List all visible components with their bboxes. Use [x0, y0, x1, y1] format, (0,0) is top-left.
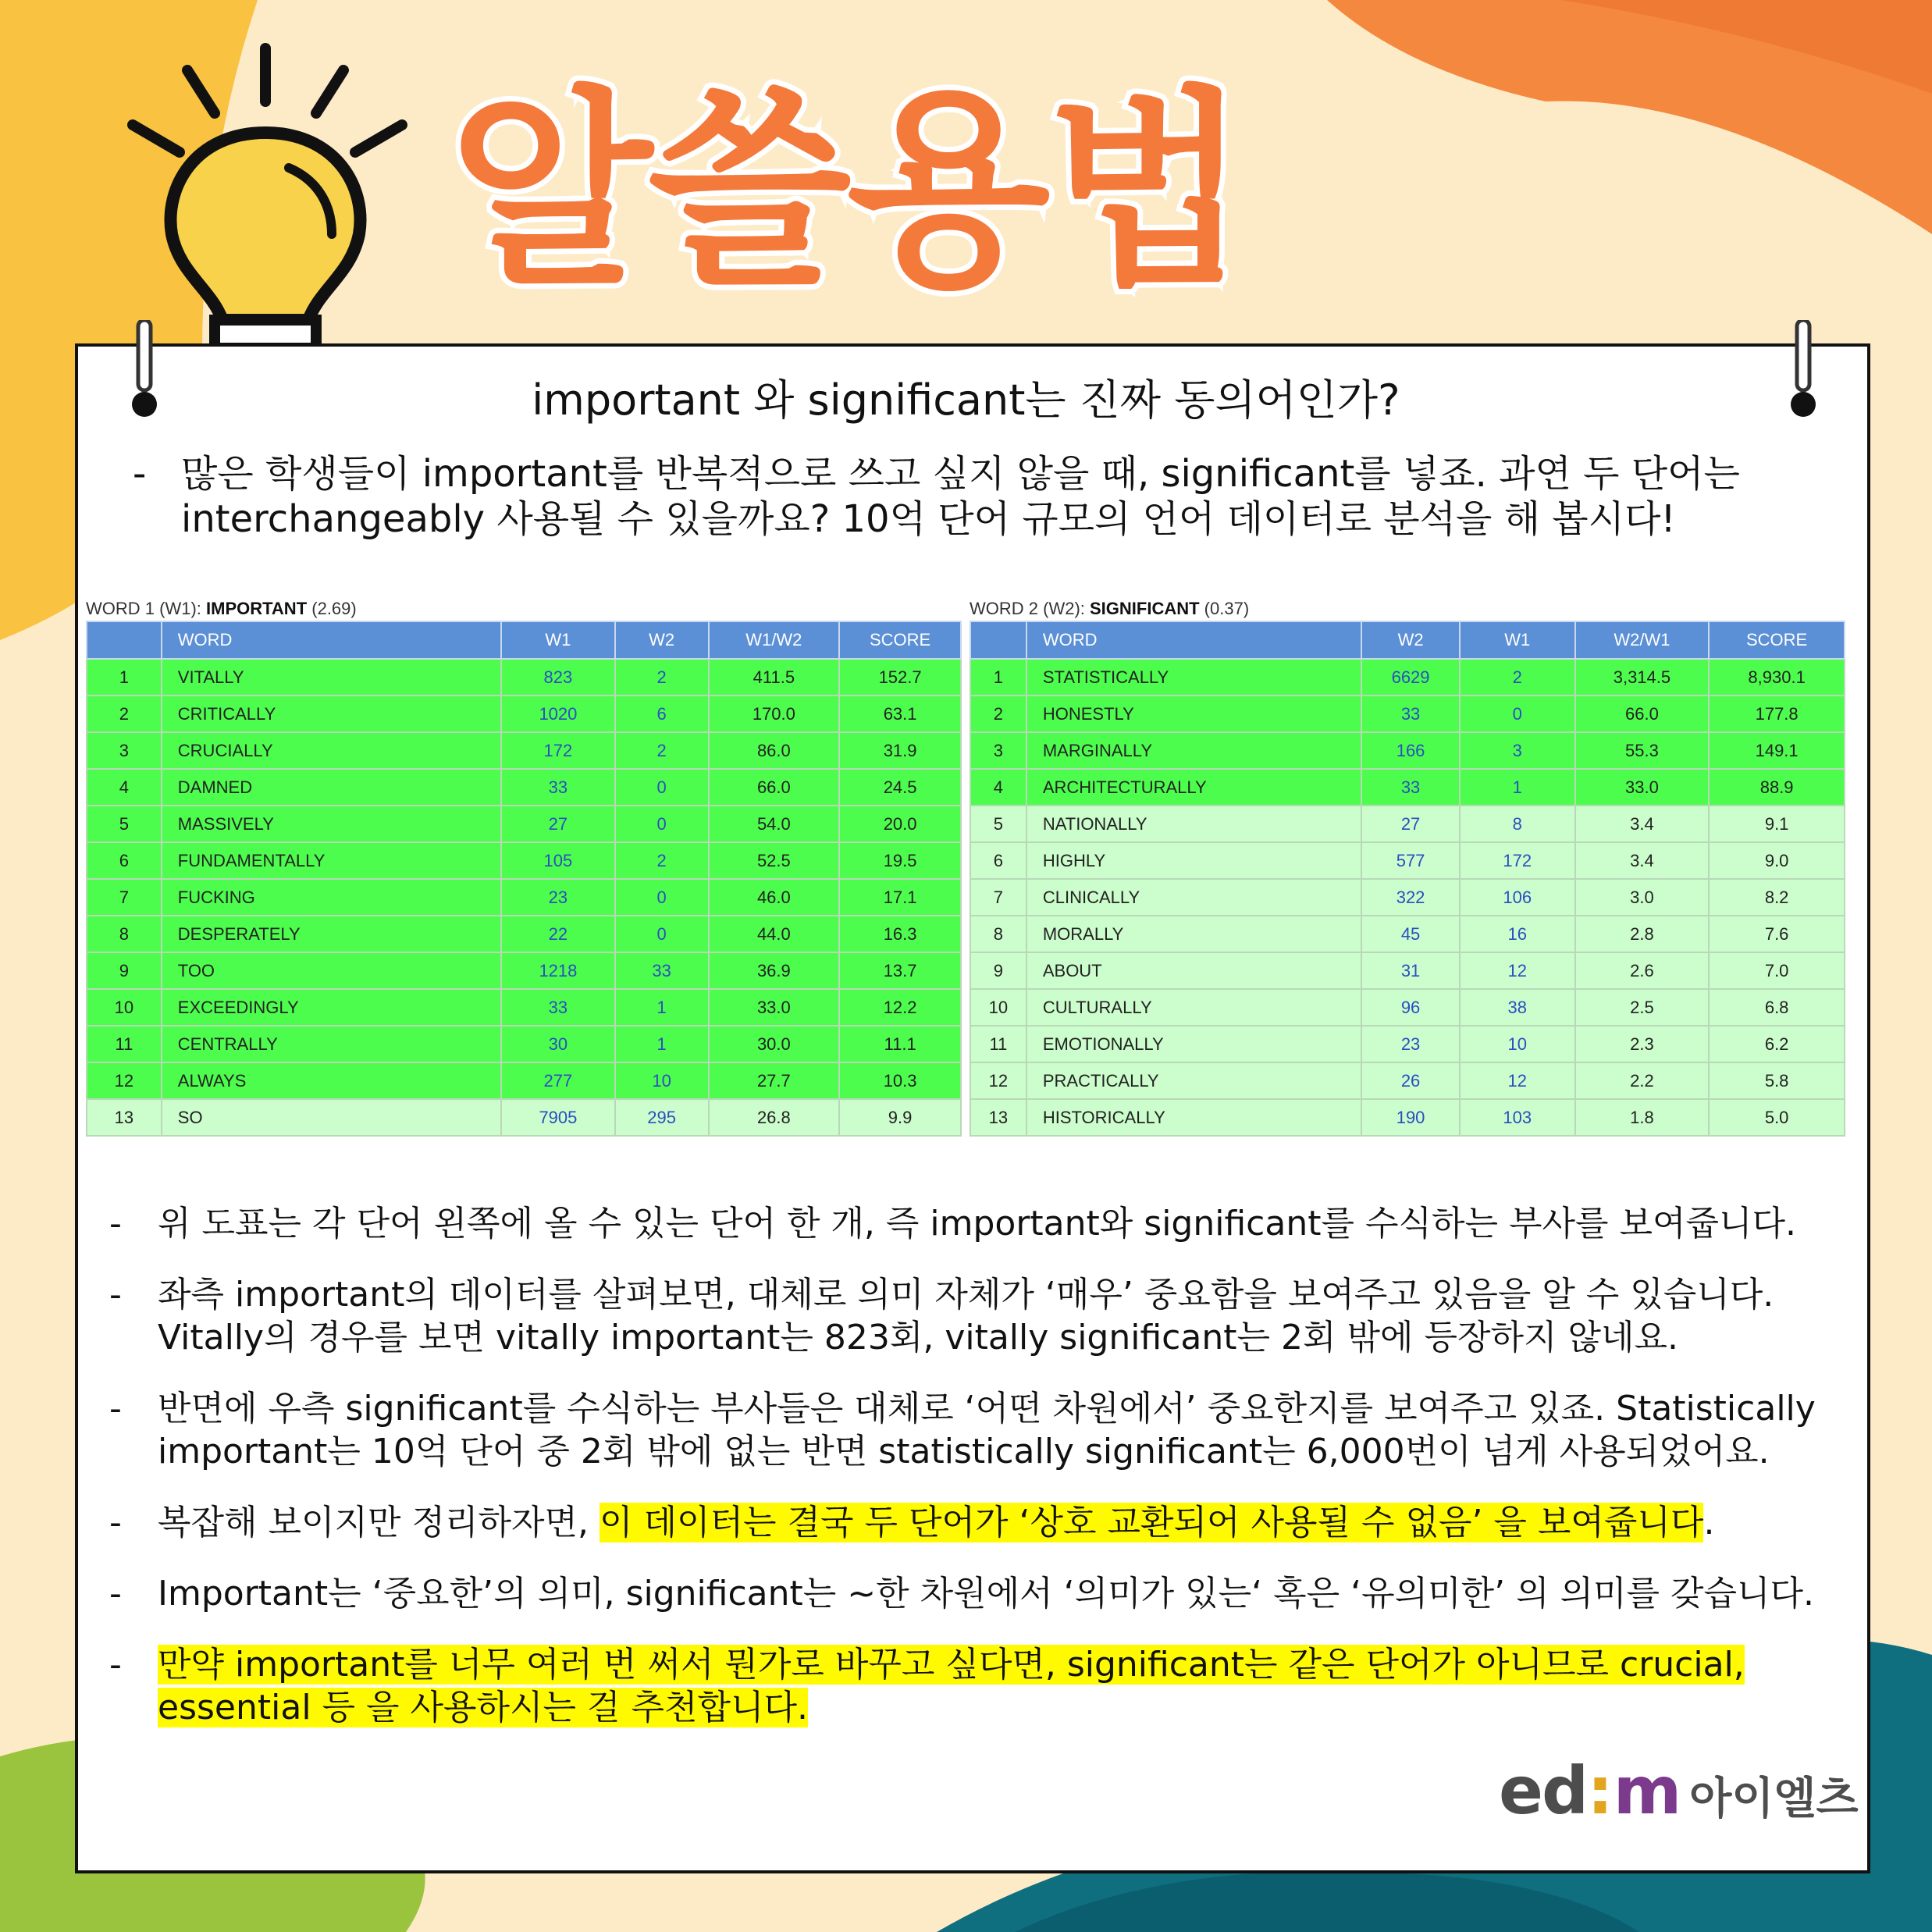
- table-cell: 411.5: [709, 659, 840, 696]
- table-cell: 106: [1460, 879, 1575, 916]
- table-cell: 3,314.5: [1575, 659, 1710, 696]
- table-cell: 46.0: [709, 879, 840, 916]
- table-cell: 26.8: [709, 1099, 840, 1136]
- table-cell: 66.0: [709, 769, 840, 806]
- table-cell: 322: [1361, 879, 1460, 916]
- list-item: [109, 1387, 1842, 1473]
- table-cell: 5.0: [1709, 1099, 1845, 1136]
- highlighted-text: 만약 important를 너무 여러 번 써서 뭔가로 바꾸고 싶다면, significant는 같은 단어가 아니므로 crucial, essential 등 을 사용하시는 걸 추천합니다.: [158, 1645, 1745, 1727]
- intro-paragraph: [133, 451, 1811, 542]
- table-row: [87, 952, 961, 989]
- table-cell: 31: [1361, 952, 1460, 989]
- bullet-dash: -: [133, 452, 147, 496]
- table-cell: 190: [1361, 1099, 1460, 1136]
- column-header: W1: [1460, 621, 1575, 659]
- table-cell: 10.3: [839, 1062, 961, 1099]
- table-cell: PRACTICALLY: [1026, 1062, 1361, 1099]
- table-cell: 0: [1460, 696, 1575, 732]
- left-table: [86, 621, 962, 1137]
- table-cell: 8: [1460, 806, 1575, 842]
- table-row: [970, 842, 1845, 879]
- table-cell: 152.7: [839, 659, 961, 696]
- bullet-dash: -: [109, 1275, 122, 1315]
- page-title: 알쓸용법: [449, 68, 1245, 314]
- table-row: [970, 806, 1845, 842]
- table-cell: 12: [970, 1062, 1026, 1099]
- table-cell: 7.0: [1709, 952, 1845, 989]
- table-cell: 1218: [501, 952, 615, 989]
- table-cell: CLINICALLY: [1026, 879, 1361, 916]
- table-row: [970, 659, 1845, 696]
- table-cell: 11: [970, 1026, 1026, 1062]
- list-item: [109, 1643, 1842, 1729]
- table-cell: 44.0: [709, 916, 840, 952]
- bullet-text: [158, 1501, 1842, 1544]
- table-cell: 295: [615, 1099, 709, 1136]
- bullet-dash: -: [109, 1389, 122, 1429]
- table-cell: ALWAYS: [162, 1062, 501, 1099]
- table-cell: EXCEEDINGLY: [162, 989, 501, 1026]
- table-cell: 0: [615, 769, 709, 806]
- table-cell: 4: [970, 769, 1026, 806]
- table-cell: 33.0: [1575, 769, 1710, 806]
- column-header: SCORE: [839, 621, 961, 659]
- table-cell: 103: [1460, 1099, 1575, 1136]
- brand-logo: [1499, 1752, 1859, 1829]
- list-item: [109, 1501, 1842, 1544]
- table-cell: 33: [501, 989, 615, 1026]
- table-cell: 96: [1361, 989, 1460, 1026]
- table-row: [87, 1026, 961, 1062]
- table-cell: 5.8: [1709, 1062, 1845, 1099]
- table-cell: 27: [1361, 806, 1460, 842]
- table-cell: ABOUT: [1026, 952, 1361, 989]
- table-row: [87, 1062, 961, 1099]
- caption-prefix: WORD 2 (W2):: [970, 599, 1090, 618]
- table-cell: SO: [162, 1099, 501, 1136]
- caption-suffix: (2.69): [307, 599, 357, 618]
- caption-word: SIGNIFICANT: [1090, 599, 1200, 618]
- logo-m: m: [1613, 1752, 1682, 1829]
- table-cell: 1: [615, 1026, 709, 1062]
- bullet-text-pre: 복잡해 보이지만 정리하자면,: [158, 1503, 600, 1542]
- table-cell: 6: [970, 842, 1026, 879]
- table-row: [970, 1099, 1845, 1136]
- table-cell: 88.9: [1709, 769, 1845, 806]
- bullet-dash: -: [109, 1204, 122, 1244]
- table-cell: 9: [87, 952, 162, 989]
- bullet-dash: -: [109, 1503, 122, 1542]
- table-cell: 2.3: [1575, 1026, 1710, 1062]
- table-row: [87, 916, 961, 952]
- caption-word: IMPORTANT: [206, 599, 308, 618]
- table-cell: 172: [501, 732, 615, 769]
- table-cell: 10: [615, 1062, 709, 1099]
- table-cell: 5: [970, 806, 1026, 842]
- column-header: W1: [501, 621, 615, 659]
- table-cell: 2: [615, 659, 709, 696]
- right-table-caption: [970, 597, 1845, 621]
- table-cell: 9.9: [839, 1099, 961, 1136]
- table-cell: VITALLY: [162, 659, 501, 696]
- bullet-text: 반면에 우측 significant를 수식하는 부사들은 대체로 ‘어떤 차원에서’ 중요한지를 보여주고 있죠. Statistically important는 10억 단어 중 2회 밖에 없는 반면 statistically significant는 6,000번이 넘게 사용되었어요.: [158, 1389, 1816, 1471]
- column-header: [970, 621, 1026, 659]
- table-cell: STATISTICALLY: [1026, 659, 1361, 696]
- table-cell: 8,930.1: [1709, 659, 1845, 696]
- table-cell: 1: [970, 659, 1026, 696]
- caption-prefix: WORD 1 (W1):: [86, 599, 206, 618]
- table-cell: 2: [970, 696, 1026, 732]
- right-collocation-table: [970, 597, 1845, 1137]
- table-cell: 3.0: [1575, 879, 1710, 916]
- table-cell: 7.6: [1709, 916, 1845, 952]
- table-cell: 33: [1361, 696, 1460, 732]
- table-row: [970, 879, 1845, 916]
- table-cell: 277: [501, 1062, 615, 1099]
- table-cell: 8.2: [1709, 879, 1845, 916]
- table-row: [87, 879, 961, 916]
- table-row: [970, 1026, 1845, 1062]
- list-item: [109, 1202, 1842, 1245]
- table-cell: 2: [1460, 659, 1575, 696]
- table-cell: 13: [970, 1099, 1026, 1136]
- right-table: [970, 621, 1845, 1137]
- table-cell: 3: [1460, 732, 1575, 769]
- table-cell: 577: [1361, 842, 1460, 879]
- table-cell: 30.0: [709, 1026, 840, 1062]
- table-cell: HIGHLY: [1026, 842, 1361, 879]
- column-header: WORD: [1026, 621, 1361, 659]
- table-cell: 12: [1460, 1062, 1575, 1099]
- table-cell: CULTURALLY: [1026, 989, 1361, 1026]
- intro-text: 많은 학생들이 important를 반복적으로 쓰고 싶지 않을 때, significant를 넣죠. 과연 두 단어는 interchangeably 사용될 수 있을까요? 10억 단어 규모의 언어 데이터로 분석을 해 봅시다!: [181, 452, 1740, 541]
- table-cell: TOO: [162, 952, 501, 989]
- bullet-text: 위 도표는 각 단어 왼쪽에 올 수 있는 단어 한 개, 즉 important와 significant를 수식하는 부사를 보여줍니다.: [158, 1204, 1796, 1244]
- logo-ed: ed: [1499, 1752, 1588, 1829]
- table-cell: 16.3: [839, 916, 961, 952]
- table-cell: 8: [87, 916, 162, 952]
- bullet-dash: -: [109, 1574, 122, 1614]
- table-row: [970, 769, 1845, 806]
- column-header: SCORE: [1709, 621, 1845, 659]
- table-cell: 12.2: [839, 989, 961, 1026]
- table-cell: 13.7: [839, 952, 961, 989]
- table-cell: MARGINALLY: [1026, 732, 1361, 769]
- table-row: [87, 659, 961, 696]
- bullet-text: Important는 ‘중요한’의 의미, significant는 ~한 차원에서 ‘의미가 있는‘ 혹은 ‘유의미한’ 의 의미를 갖습니다.: [158, 1574, 1815, 1614]
- table-cell: 38: [1460, 989, 1575, 1026]
- table-row: [87, 1099, 961, 1136]
- table-cell: 10: [87, 989, 162, 1026]
- table-header-row: [87, 621, 961, 659]
- table-cell: 27: [501, 806, 615, 842]
- table-cell: 19.5: [839, 842, 961, 879]
- table-cell: 1: [1460, 769, 1575, 806]
- table-cell: FUNDAMENTALLY: [162, 842, 501, 879]
- table-row: [87, 732, 961, 769]
- table-cell: 66.0: [1575, 696, 1710, 732]
- table-cell: NATIONALLY: [1026, 806, 1361, 842]
- table-cell: 3: [970, 732, 1026, 769]
- logo-korean: 아이엘츠: [1689, 1774, 1859, 1824]
- table-cell: 9.1: [1709, 806, 1845, 842]
- table-cell: 2.5: [1575, 989, 1710, 1026]
- table-row: [970, 952, 1845, 989]
- table-cell: 6629: [1361, 659, 1460, 696]
- table-cell: 27.7: [709, 1062, 840, 1099]
- table-row: [87, 806, 961, 842]
- table-cell: 7905: [501, 1099, 615, 1136]
- table-cell: 16: [1460, 916, 1575, 952]
- table-cell: 23: [1361, 1026, 1460, 1062]
- table-cell: 30: [501, 1026, 615, 1062]
- table-cell: 11: [87, 1026, 162, 1062]
- table-cell: DAMNED: [162, 769, 501, 806]
- column-header: [87, 621, 162, 659]
- table-cell: 7: [87, 879, 162, 916]
- table-cell: 86.0: [709, 732, 840, 769]
- table-cell: 7: [970, 879, 1026, 916]
- table-row: [970, 1062, 1845, 1099]
- table-cell: 10: [970, 989, 1026, 1026]
- table-cell: 1: [87, 659, 162, 696]
- table-cell: 26: [1361, 1062, 1460, 1099]
- table-cell: 45: [1361, 916, 1460, 952]
- table-cell: 0: [615, 879, 709, 916]
- left-table-caption: [86, 597, 962, 621]
- table-cell: 3.4: [1575, 806, 1710, 842]
- table-cell: ARCHITECTURALLY: [1026, 769, 1361, 806]
- bullet-text-post: .: [1703, 1503, 1715, 1542]
- column-header: W2: [1361, 621, 1460, 659]
- table-cell: 823: [501, 659, 615, 696]
- left-collocation-table: [86, 597, 962, 1137]
- list-item: [109, 1572, 1842, 1615]
- table-cell: 12: [87, 1062, 162, 1099]
- table-cell: EMOTIONALLY: [1026, 1026, 1361, 1062]
- table-cell: 55.3: [1575, 732, 1710, 769]
- column-header: W2/W1: [1575, 621, 1710, 659]
- table-cell: 33.0: [709, 989, 840, 1026]
- table-cell: FUCKING: [162, 879, 501, 916]
- table-cell: 9.0: [1709, 842, 1845, 879]
- table-cell: 1: [615, 989, 709, 1026]
- table-cell: 20.0: [839, 806, 961, 842]
- table-cell: 170.0: [709, 696, 840, 732]
- table-cell: 5: [87, 806, 162, 842]
- table-row: [970, 989, 1845, 1026]
- table-cell: 1.8: [1575, 1099, 1710, 1136]
- table-cell: 17.1: [839, 879, 961, 916]
- table-row: [970, 732, 1845, 769]
- column-header: W2: [615, 621, 709, 659]
- logo-colon: :: [1587, 1752, 1614, 1829]
- table-cell: HISTORICALLY: [1026, 1099, 1361, 1136]
- highlighted-text: 이 데이터는 결국 두 단어가 ‘상호 교환되어 사용될 수 없음’ 을 보여줍니다: [600, 1503, 1704, 1542]
- caption-suffix: (0.37): [1199, 599, 1250, 618]
- table-cell: DESPERATELY: [162, 916, 501, 952]
- table-cell: 13: [87, 1099, 162, 1136]
- table-cell: 8: [970, 916, 1026, 952]
- bullet-dash: -: [109, 1645, 122, 1685]
- bullet-text: [158, 1643, 1842, 1729]
- table-cell: 1020: [501, 696, 615, 732]
- bullet-text: 좌측 important의 데이터를 살펴보면, 대체로 의미 자체가 ‘매우’ 중요함을 보여주고 있음을 알 수 있습니다. Vitally의 경우를 보면 vitally important는 823회, vitally significant는 2회 밖에 등장하지 않네요.: [158, 1275, 1774, 1357]
- table-cell: 9: [970, 952, 1026, 989]
- column-header: W1/W2: [709, 621, 840, 659]
- table-cell: 4: [87, 769, 162, 806]
- table-cell: 149.1: [1709, 732, 1845, 769]
- table-cell: 2: [615, 732, 709, 769]
- table-cell: 3.4: [1575, 842, 1710, 879]
- table-cell: 10: [1460, 1026, 1575, 1062]
- table-cell: 33: [501, 769, 615, 806]
- table-cell: 2.8: [1575, 916, 1710, 952]
- table-cell: 33: [1361, 769, 1460, 806]
- table-cell: 105: [501, 842, 615, 879]
- table-cell: 6.8: [1709, 989, 1845, 1026]
- table-cell: 177.8: [1709, 696, 1845, 732]
- table-cell: 12: [1460, 952, 1575, 989]
- table-cell: 54.0: [709, 806, 840, 842]
- table-row: [87, 842, 961, 879]
- table-cell: 2.2: [1575, 1062, 1710, 1099]
- table-cell: CRITICALLY: [162, 696, 501, 732]
- explanation-list: [109, 1202, 1842, 1757]
- table-row: [87, 696, 961, 732]
- table-cell: 36.9: [709, 952, 840, 989]
- table-cell: 172: [1460, 842, 1575, 879]
- table-cell: 0: [615, 806, 709, 842]
- table-cell: 23: [501, 879, 615, 916]
- table-cell: 31.9: [839, 732, 961, 769]
- table-cell: 33: [615, 952, 709, 989]
- table-cell: 11.1: [839, 1026, 961, 1062]
- table-row: [87, 769, 961, 806]
- table-cell: 63.1: [839, 696, 961, 732]
- table-cell: HONESTLY: [1026, 696, 1361, 732]
- table-row: [970, 916, 1845, 952]
- table-cell: 0: [615, 916, 709, 952]
- table-cell: 22: [501, 916, 615, 952]
- column-header: WORD: [162, 621, 501, 659]
- section-heading: important 와 significant는 진짜 동의어인가?: [532, 375, 1400, 425]
- table-cell: MORALLY: [1026, 916, 1361, 952]
- table-cell: 6: [87, 842, 162, 879]
- table-cell: 166: [1361, 732, 1460, 769]
- table-cell: MASSIVELY: [162, 806, 501, 842]
- table-cell: CENTRALLY: [162, 1026, 501, 1062]
- table-cell: CRUCIALLY: [162, 732, 501, 769]
- table-cell: 24.5: [839, 769, 961, 806]
- table-row: [87, 989, 961, 1026]
- table-cell: 2: [615, 842, 709, 879]
- table-cell: 6.2: [1709, 1026, 1845, 1062]
- list-item: [109, 1273, 1842, 1359]
- table-cell: 3: [87, 732, 162, 769]
- table-row: [970, 696, 1845, 732]
- table-cell: 2.6: [1575, 952, 1710, 989]
- table-cell: 6: [615, 696, 709, 732]
- table-header-row: [970, 621, 1845, 659]
- table-cell: 52.5: [709, 842, 840, 879]
- table-cell: 2: [87, 696, 162, 732]
